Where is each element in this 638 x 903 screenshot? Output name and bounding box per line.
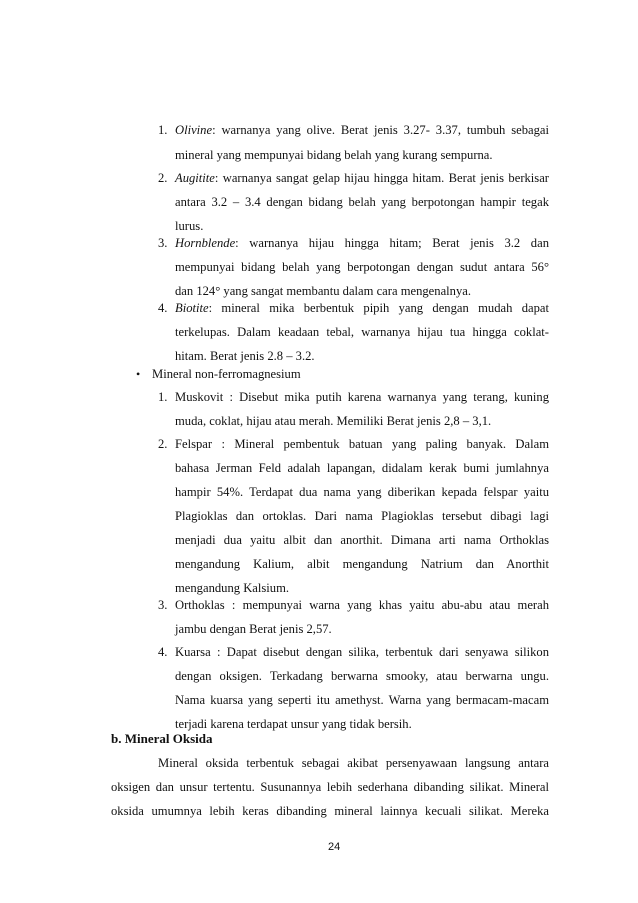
list-number: 1. bbox=[158, 390, 168, 404]
list-number: 3. bbox=[158, 598, 168, 612]
list-line: Augitite: warnanya sangat gelap hijau hingga hitam. Berat jenis berkisar bbox=[175, 171, 549, 185]
list-line: bahasa Jerman Feld adalah lapangan, didalam kerak bumi jumlahnya bbox=[175, 461, 549, 475]
list-line: Plagioklas dan ortoklas. Dari nama Plagioklas tersebut dibagi lagi bbox=[175, 509, 549, 523]
list-line: terjadi karena terdapat unsur yang tidak bersih. bbox=[175, 717, 412, 731]
page-number: 24 bbox=[328, 841, 341, 853]
list-line: mengandung Kalsium. bbox=[175, 581, 290, 595]
list-number: 1. bbox=[158, 123, 168, 137]
list-number: 3. bbox=[158, 236, 168, 250]
list-number: 2. bbox=[158, 437, 168, 451]
list-line: mempunyai bidang belah yang berpotongan dengan sudut antara 56° bbox=[175, 260, 549, 274]
list-line: Orthoklas : mempunyai warna yang khas yaitu abu-abu atau merah bbox=[175, 598, 549, 612]
list-line: Kuarsa : Dapat disebut dengan silika, terbentuk dari senyawa silikon bbox=[175, 645, 549, 659]
list-line: Hornblende: warnanya hijau hingga hitam; Berat jenis 3.2 dan bbox=[175, 236, 549, 250]
list-line: Biotite: mineral mika berbentuk pipih yang dengan mudah dapat bbox=[175, 301, 549, 315]
list-line: hitam. Berat jenis 2.8 – 3.2. bbox=[175, 349, 315, 363]
list-line: lurus. bbox=[175, 219, 204, 233]
subheading: Mineral non-ferromagnesium bbox=[152, 367, 301, 381]
bullet-icon: • bbox=[136, 367, 141, 381]
list-number: 4. bbox=[158, 301, 168, 315]
list-line: Nama kuarsa yang seperti itu amethyst. Warna yang bermacam-macam bbox=[175, 693, 549, 707]
list-line: Olivine: warnanya yang olive. Berat jenis 3.27- 3.37, tumbuh sebagai bbox=[175, 123, 549, 137]
list-line: menjadi dua yaitu albit dan anorthit. Dimana arti nama Orthoklas bbox=[175, 533, 549, 547]
list-line: dengan oksigen. Terkadang berwarna smooky, atau berwarna ungu. bbox=[175, 669, 549, 683]
list-line: mengandung Kalium, albit mengandung Natrium dan Anorthit bbox=[175, 557, 549, 571]
paragraph-line: oksigen dan unsur tertentu. Susunannya lebih sederhana dibanding silikat. Mineral bbox=[111, 780, 549, 794]
list-line: dan 124° yang sangat membantu dalam cara mengenalnya. bbox=[175, 284, 471, 298]
section-heading: b. Mineral Oksida bbox=[111, 731, 213, 746]
list-line: hampir 54%. Terdapat dua nama yang diberikan kepada felspar yaitu bbox=[175, 485, 549, 499]
list-line: Felspar : Mineral pembentuk batuan yang paling banyak. Dalam bbox=[175, 437, 549, 451]
list-line: antara 3.2 – 3.4 dengan bidang belah yang berpotongan hampir tegak bbox=[175, 195, 549, 209]
list-line: terkelupas. Dalam keadaan tebal, warnanya hijau tua hingga coklat- bbox=[175, 325, 549, 339]
paragraph-line: oksida umumnya lebih keras dibanding mineral lainnya kecuali silikat. Mereka bbox=[111, 804, 549, 818]
list-line: muda, coklat, hijau atau merah. Memiliki Berat jenis 2,8 – 3,1. bbox=[175, 414, 492, 428]
mineral-name: Biotite bbox=[175, 301, 209, 315]
mineral-name: Olivine bbox=[175, 123, 213, 137]
list-line: jambu dengan Berat jenis 2,57. bbox=[175, 622, 332, 636]
mineral-name: Augitite bbox=[175, 171, 215, 185]
list-number: 4. bbox=[158, 645, 168, 659]
mineral-name: Hornblende bbox=[175, 236, 236, 250]
list-line: Muskovit : Disebut mika putih karena warnanya yang terang, kuning bbox=[175, 390, 549, 404]
list-line: mineral yang mempunyai bidang belah yang kurang sempurna. bbox=[175, 148, 493, 162]
list-number: 2. bbox=[158, 171, 168, 185]
paragraph-line: Mineral oksida terbentuk sebagai akibat persenyawaan langsung antara bbox=[158, 756, 549, 770]
